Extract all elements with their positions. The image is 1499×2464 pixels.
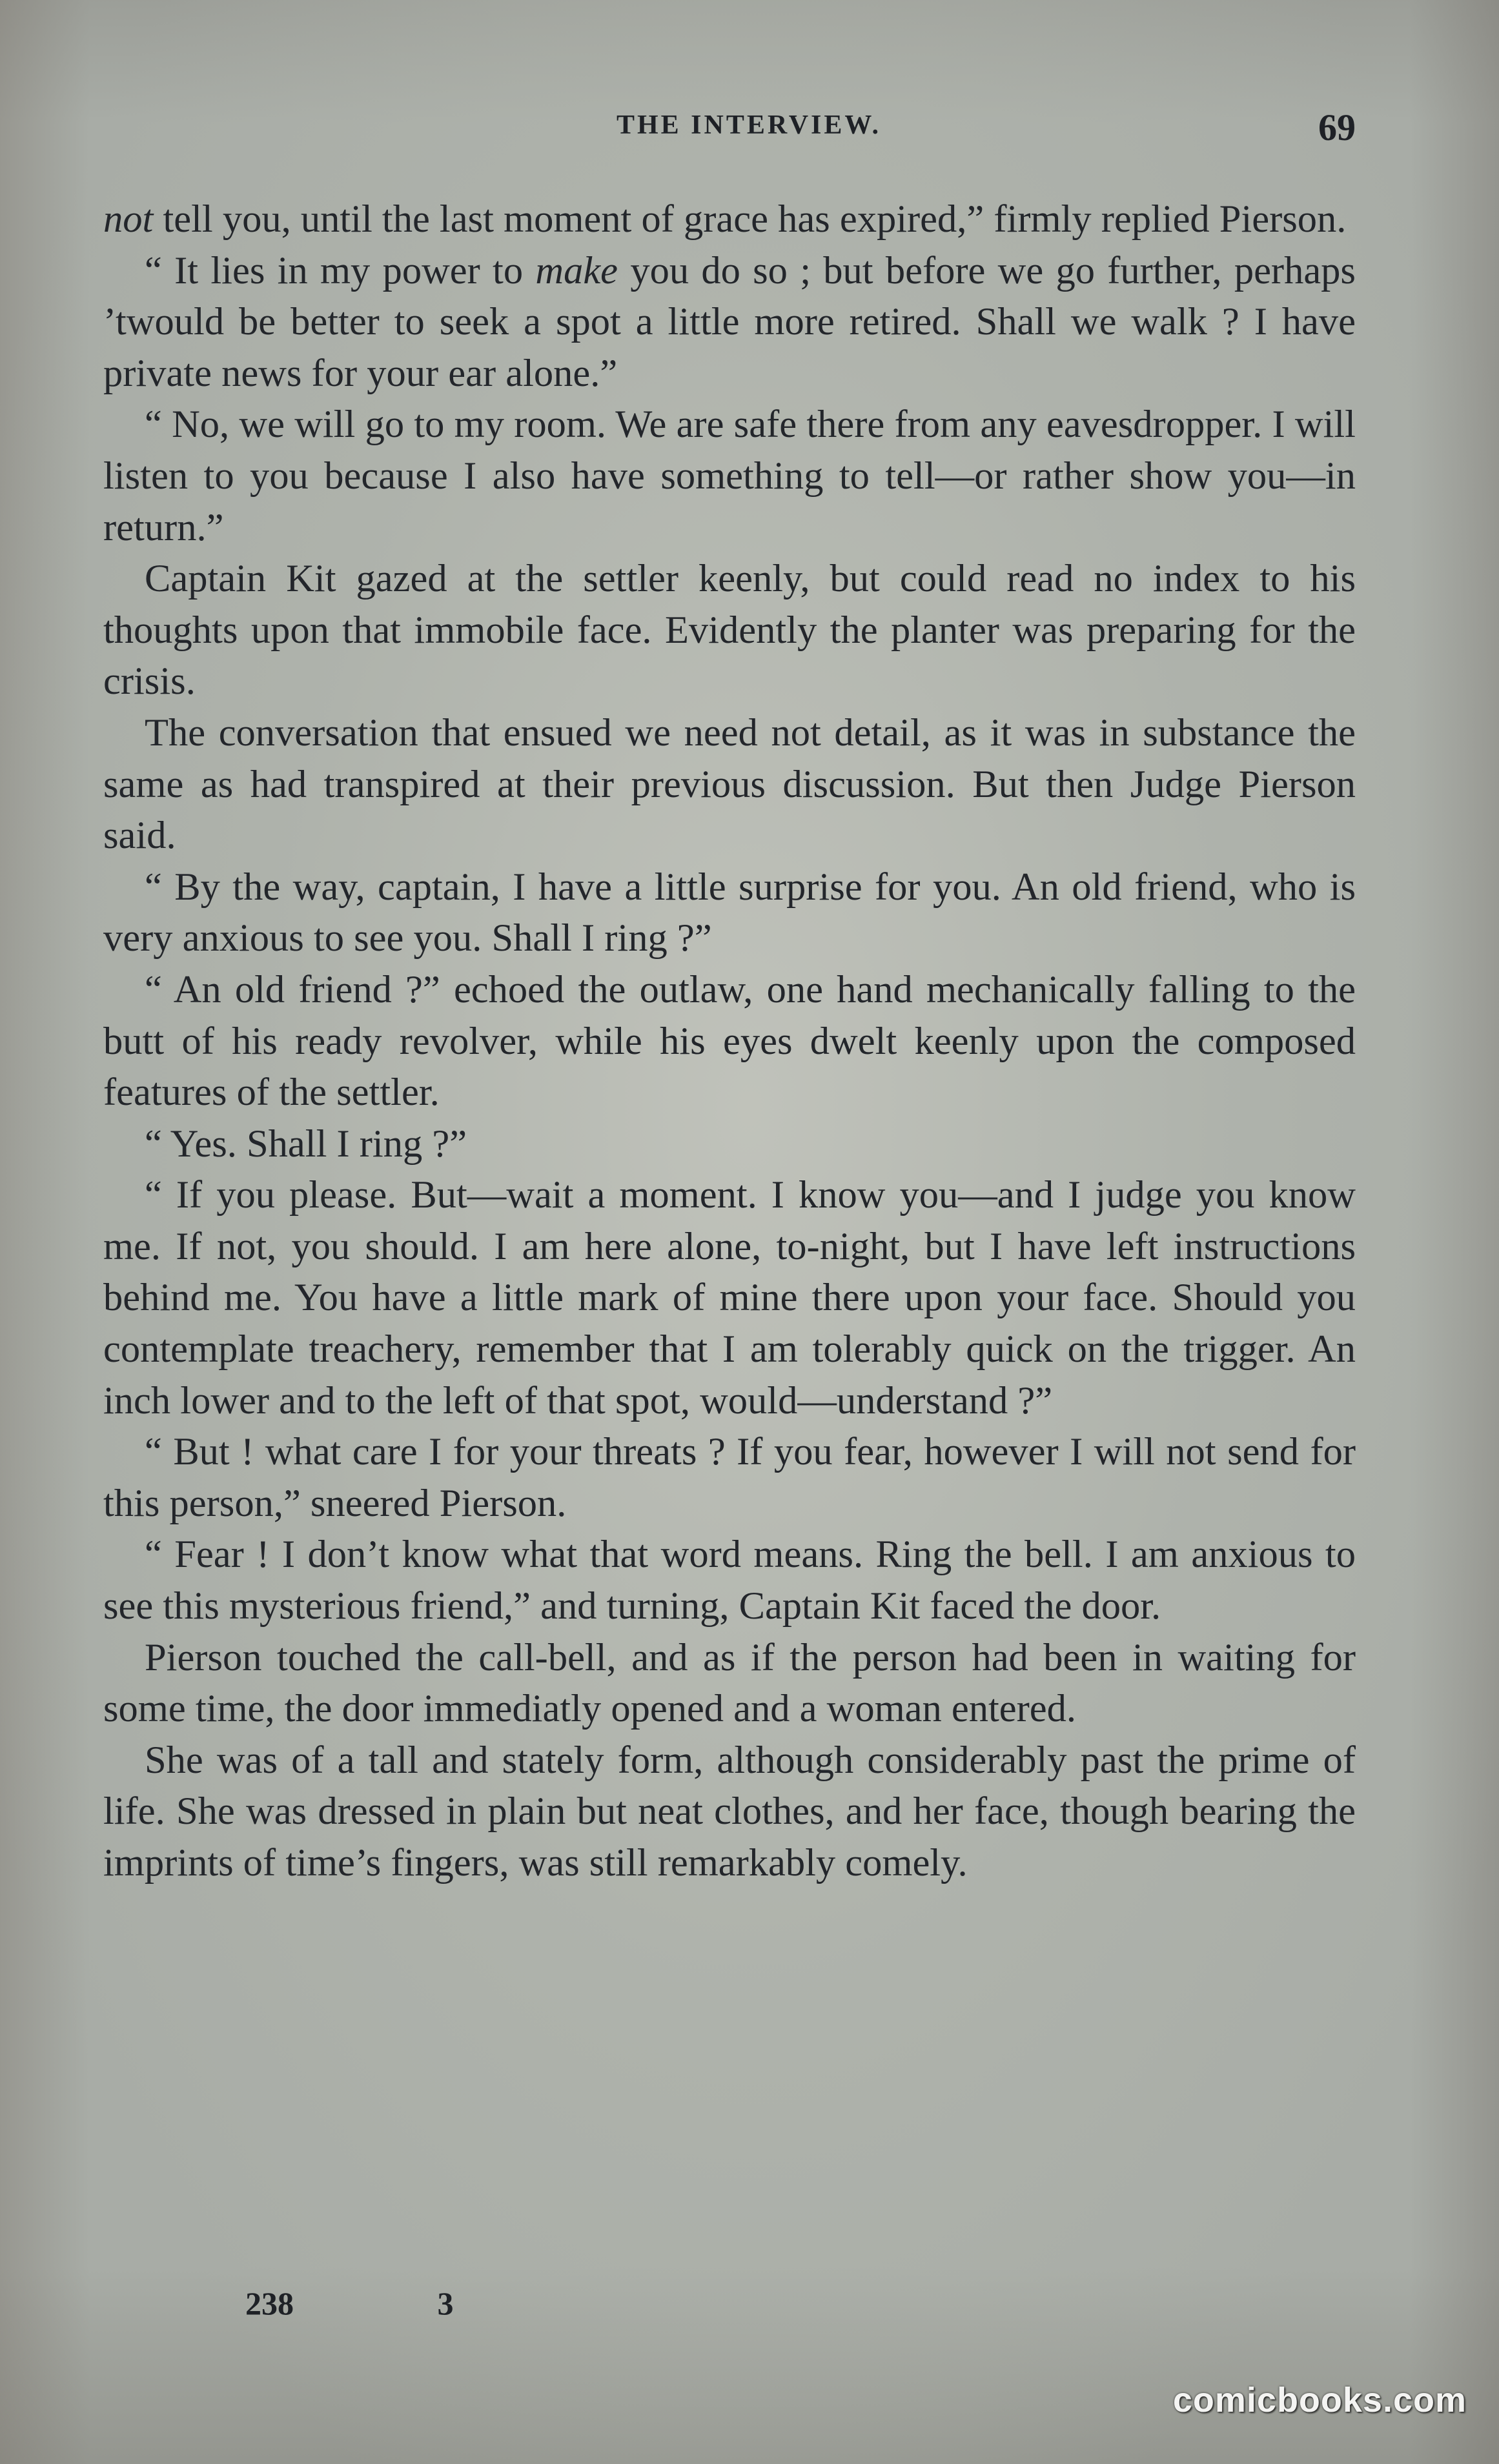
- watermark: comicbooks.com: [1172, 2381, 1467, 2419]
- paragraph: [103, 1118, 1356, 1170]
- text-run: “ But ! what care I for your threats ? If you fear, however I will not send for this person,” sneered Pierson.: [103, 1430, 1356, 1525]
- italic-text: make: [535, 248, 618, 292]
- chapter-title: THE INTERVIEW.: [616, 110, 882, 140]
- text-run: “ If you please. But—wait a moment. I know you—and I judge you know me. If not, you should. I am here alone, to-night, but I have left instructions behind me. You have a little mark of mine there upon your face. Should you contemplate treachery, remember that I am tolerably quick on the trigger. An inch lower and to the left of that spot, would—understand ?”: [103, 1173, 1356, 1422]
- body-text: [103, 194, 1356, 1889]
- paragraph: [103, 1529, 1356, 1631]
- text-run: “ Yes. Shall I ring ?”: [145, 1122, 467, 1166]
- text-run: “ By the way, captain, I have a little surprise for you. An old friend, who is very anxious to see you. Shall I ring ?”: [103, 865, 1356, 960]
- paragraph: [103, 964, 1356, 1118]
- signature-line: [245, 2285, 454, 2322]
- paragraph: [103, 1735, 1356, 1889]
- text-run: “ It lies in my power to: [145, 248, 536, 292]
- paragraph: [103, 1426, 1356, 1529]
- signature-number: 238: [245, 2285, 294, 2321]
- page-number: 69: [1318, 106, 1356, 148]
- paragraph: [103, 245, 1356, 399]
- paragraph: [103, 1632, 1356, 1735]
- italic-text: not: [103, 197, 154, 241]
- text-run: “ Fear ! I don’t know what that word means. Ring the bell. I am anxious to see this mysterious friend,” and turning, Captain Kit faced the door.: [103, 1533, 1356, 1628]
- text-run: you do so ; but before we go further, perhaps ’twould be better to seek a spot a little more retired. Shall we walk ? I have private news for your ear alone.”: [103, 248, 1356, 395]
- text-run: “ No, we will go to my room. We are safe there from any eavesdropper. I will listen to you because I also have something to tell—or rather show you—in return.”: [103, 403, 1356, 549]
- text-run: Captain Kit gazed at the settler keenly, but could read no index to his thoughts upon that immobile face. Evidently the planter was preparing for the crisis.: [103, 557, 1356, 703]
- paragraph: [103, 1169, 1356, 1426]
- text-run: Pierson touched the call-bell, and as if the person had been in waiting for some time, the door immediatly opened and a woman entered.: [103, 1635, 1356, 1731]
- paragraph: [103, 862, 1356, 964]
- paragraph: [103, 553, 1356, 707]
- signature-mark: 3: [437, 2285, 454, 2321]
- text-run: tell you, until the last moment of grace has expired,” firmly replied Pierson.: [153, 197, 1347, 241]
- text-run: “ An old friend ?” echoed the outlaw, one hand mechanically falling to the butt of his ready revolver, while his eyes dwelt keenly upon the composed features of the settler.: [103, 967, 1356, 1115]
- running-head: [103, 106, 1356, 161]
- paragraph: [103, 707, 1356, 862]
- paragraph: [103, 399, 1356, 553]
- paragraph: [103, 194, 1356, 245]
- text-run: The conversation that ensued we need not detail, as it was in substance the same as had transpired at their previous discussion. But then Judge Pierson said.: [103, 711, 1356, 858]
- text-run: She was of a tall and stately form, although considerably past the prime of life. She was dressed in plain but neat clothes, and her face, though bearing the imprints of time’s fingers, was still remarkably comely.: [103, 1738, 1356, 1884]
